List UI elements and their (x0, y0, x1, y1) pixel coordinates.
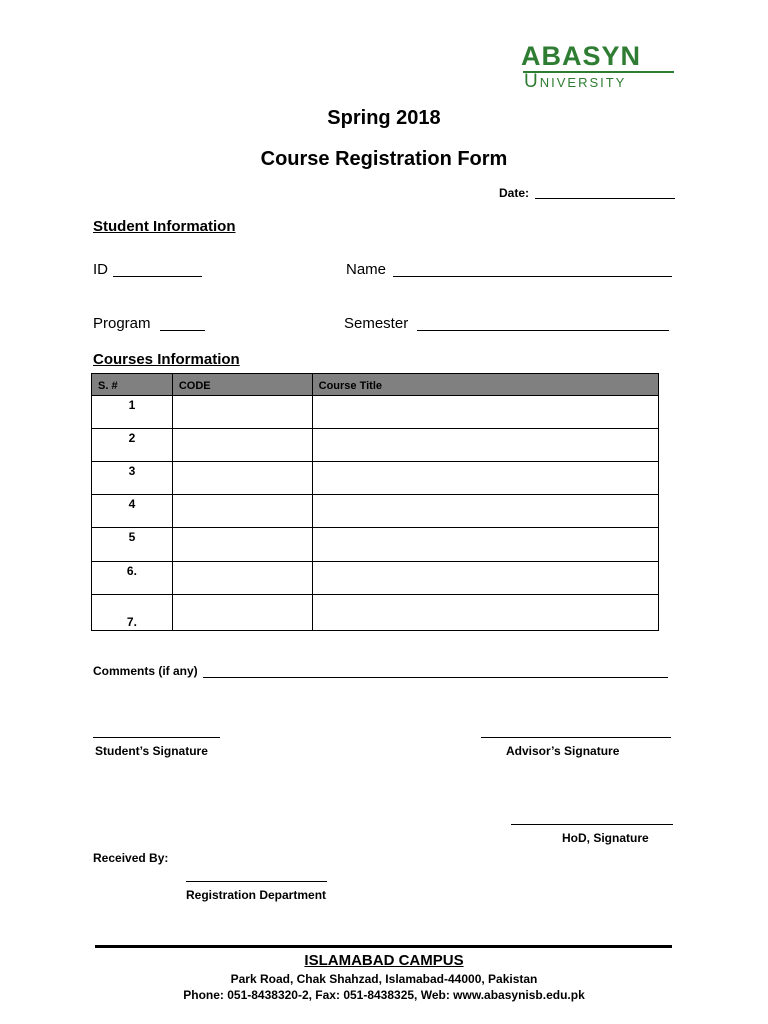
registration-department-label: Registration Department (186, 888, 327, 902)
name-label: Name (346, 261, 387, 278)
row-title-cell[interactable] (312, 396, 658, 429)
comments-label: Comments (if any) (93, 664, 198, 678)
table-row (92, 528, 659, 562)
row-sn: 1 (92, 396, 173, 429)
footer-divider (95, 945, 672, 948)
row-code-cell[interactable] (172, 462, 312, 495)
advisor-signature-line[interactable] (481, 724, 671, 738)
program-field[interactable] (160, 317, 205, 331)
row-sn: 2 (92, 429, 173, 462)
student-info-heading: Student Information (93, 218, 236, 235)
table-row (92, 595, 659, 631)
footer-campus: ISLAMABAD CAMPUS (304, 952, 464, 969)
id-field[interactable] (113, 263, 202, 277)
hod-signature-line[interactable] (511, 811, 673, 825)
student-signature-line[interactable] (93, 724, 220, 738)
column-header-course-title: Course Title (312, 374, 658, 396)
footer-address: Park Road, Chak Shahzad, Islamabad-44000, Pakistan (230, 972, 538, 986)
table-row (92, 562, 659, 595)
courses-info-heading: Courses Information (93, 351, 240, 368)
logo-name: ABASYN (521, 41, 642, 71)
table-row (92, 396, 659, 429)
row-title-cell[interactable] (312, 595, 658, 631)
advisor-signature-label: Advisor’s Signature (506, 744, 620, 758)
row-sn: 6. (92, 562, 173, 595)
row-code-cell[interactable] (172, 396, 312, 429)
row-title-cell[interactable] (312, 495, 658, 528)
date-field[interactable] (535, 186, 675, 199)
date-label: Date: (499, 186, 530, 200)
row-code-cell[interactable] (172, 429, 312, 462)
row-code-cell[interactable] (172, 595, 312, 631)
row-code-cell[interactable] (172, 562, 312, 595)
row-title-cell[interactable] (312, 562, 658, 595)
name-field[interactable] (393, 263, 672, 277)
comments-field[interactable] (203, 664, 668, 678)
row-title-cell[interactable] (312, 429, 658, 462)
table-row (92, 429, 659, 462)
student-signature-label: Student’s Signature (95, 744, 208, 758)
row-title-cell[interactable] (312, 462, 658, 495)
semester-field[interactable] (417, 317, 669, 331)
logo-subtitle: University (524, 71, 627, 92)
row-sn: 5 (92, 528, 173, 562)
registration-signature-line[interactable] (186, 868, 327, 882)
column-header-code: CODE (172, 374, 312, 396)
table-row (92, 462, 659, 495)
hod-signature-label: HoD, Signature (562, 831, 649, 845)
row-sn: 7. (92, 595, 173, 631)
semester-label: Semester (344, 315, 409, 332)
program-label: Program (93, 315, 151, 332)
footer-contact: Phone: 051-8438320-2, Fax: 051-8438325, Web: www.abasynisb.edu.pk (183, 988, 585, 1002)
row-sn: 4 (92, 495, 173, 528)
column-header-sn: S. # (92, 374, 173, 396)
received-by-label: Received By: (93, 851, 169, 865)
id-label: ID (93, 261, 108, 278)
term-title: Spring 2018 (327, 107, 441, 129)
row-code-cell[interactable] (172, 495, 312, 528)
row-sn: 3 (92, 462, 173, 495)
table-row (92, 495, 659, 528)
table-header-row (92, 374, 659, 396)
courses-table (91, 373, 659, 631)
form-title: Course Registration Form (260, 148, 508, 170)
row-code-cell[interactable] (172, 528, 312, 562)
row-title-cell[interactable] (312, 528, 658, 562)
